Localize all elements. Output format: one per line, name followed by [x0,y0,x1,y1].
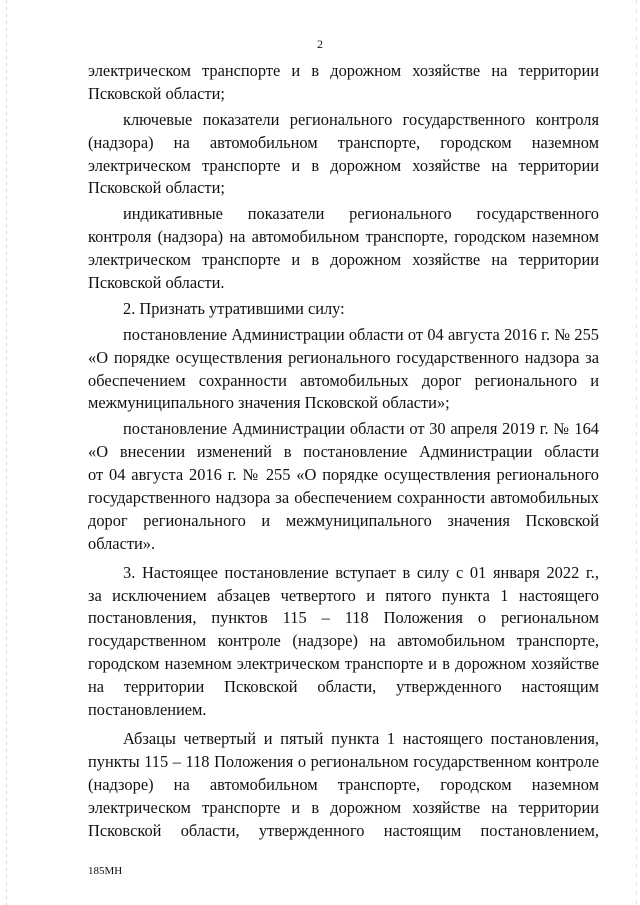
paragraph-key-indicators [88,109,599,201]
text-line: индикативные показатели регионального государственного [123,204,599,224]
text-line: пункты 115 – 118 Положения о региональном государственном контроле [88,751,599,771]
text-line: Абзацы четвертый и пятый пункта 1 настоящего постановления, [123,728,599,748]
text-line: на территории Псковской области, утвержденного настоящим [88,677,599,697]
text-line: Псковской области, утвержденного настоящим постановлением, [88,820,599,840]
text-line: электрическом транспорте и в дорожном хозяйстве на территории [88,250,599,270]
text-line: электрическом транспорте и в дорожном хозяйстве на территории [88,61,599,80]
text-line: Псковской области; [88,83,225,103]
page-number: 2 [317,37,323,51]
text-line: (надзоре) на автомобильном транспорте, городском наземном [88,774,599,794]
text-line: постановление Администрации области от 30 апреля 2019 г. № 164 [123,419,599,439]
document-body [88,60,599,842]
text-line: (надзора) на автомобильном транспорте, городском наземном [88,132,599,152]
text-line: дорог регионального и межмуниципального значения Псковской [88,510,599,530]
text-line: за исключением абзацев четвертого и пятого пункта 1 настоящего [88,585,599,605]
text-line: постановление Администрации области от 04 августа 2016 г. № 255 [123,324,599,344]
paragraph-item-3 [88,562,599,722]
text-line: электрическом транспорте и в дорожном хозяйстве на территории [88,797,599,817]
text-line: Псковской области; [88,178,225,198]
text-line: государственного надзора за обеспечением сохранности автомобильных [88,488,599,508]
text-line: межмуниципального значения Псковской области»; [88,393,450,413]
footer-document-code: 185МН [88,865,123,877]
text-line: постановлением. [88,700,207,720]
text-line: ключевые показатели регионального государственного контроля [123,109,599,129]
paragraph-resolution-2016 [88,324,599,416]
paragraph-item-2 [88,298,599,321]
paragraph-indicative-indicators [88,203,599,295]
text-line: обеспечением сохранности автомобильных дорог регионального и [88,370,599,390]
scan-edge-left [6,0,7,905]
text-line: «О порядке осуществления регионального государственного надзора за [88,347,599,367]
text-line: государственном контроле (надзоре) на автомобильном транспорте, [88,631,599,651]
text-line: от 04 августа 2016 г. № 255 «О порядке осуществления регионального [88,465,599,485]
text-line: «О внесении изменений в постановление Администрации области [88,442,599,462]
text-line: постановления, пунктов 115 – 118 Положения о региональном [88,608,599,628]
scan-edge-right [636,0,637,905]
paragraph-effective-dates [88,728,599,842]
text-line: Псковской области. [88,273,225,293]
text-line: электрическом транспорте и в дорожном хозяйстве на территории [88,155,599,175]
paragraph-continuation [88,60,599,106]
text-line: области». [88,533,156,553]
paragraph-resolution-2019 [88,418,599,555]
text-line: 2. Признать утратившими силу: [123,298,345,318]
text-line: 3. Настоящее постановление вступает в силу с 01 января 2022 г., [123,562,599,582]
text-line: городском наземном электрическом транспорте и в дорожном хозяйстве [88,654,599,674]
text-line: контроля (надзора) на автомобильном транспорте, городском наземном [88,227,599,247]
